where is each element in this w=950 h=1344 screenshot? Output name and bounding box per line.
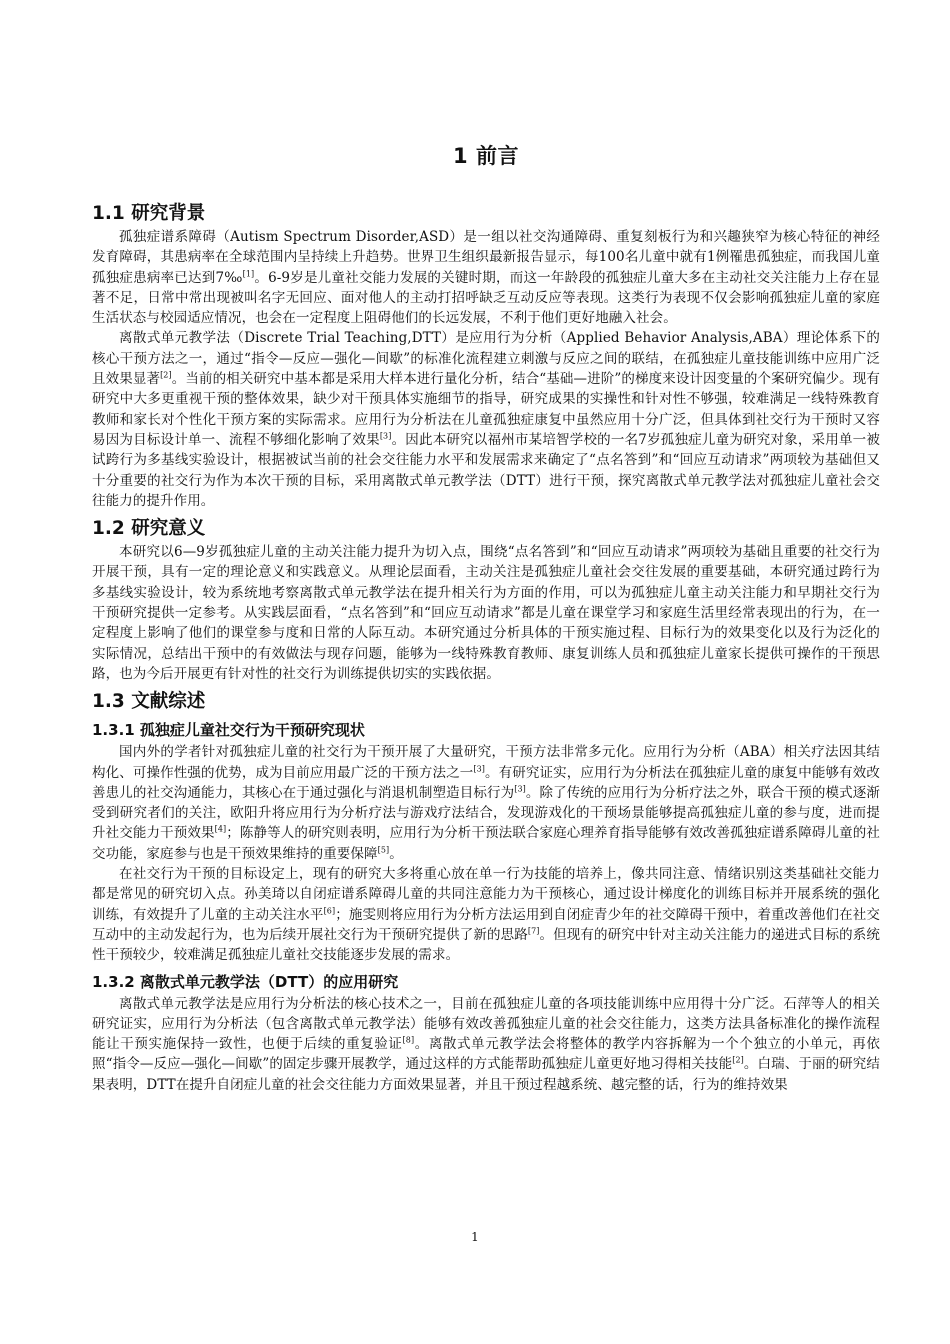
subsection-heading-1-3-1: 1.3.1 孤独症儿童社交行为干预研究现状 xyxy=(92,721,365,740)
text-run: 。除了传统的应用行为分析疗法之外，联合干预的模式逐渐受到研究者们的关注，欧阳升将应用行为分析疗法与游戏疗法结合，发现游戏化的干预场景能够提高孤独症儿童的参与度，进而提升社交能力干预效果 xyxy=(92,784,880,842)
citation: [6] xyxy=(323,906,336,916)
paragraph xyxy=(92,328,880,511)
text-run: 。有研究证实，应用行为分析法在孤独症儿童的康复中能够有效改善患儿的社交沟通能力，其核心在于通过强化与消退机制塑造目标行为 xyxy=(92,764,880,801)
page-number: 1 xyxy=(471,1230,479,1244)
citation: [3] xyxy=(473,764,485,774)
text-run: 离散式单元教学法是应用行为分析法的核心技术之一，目前在孤独症儿童的各项技能训练中应用得十分广泛。石萍等人的相关研究证实，应用行为分析法（包含离散式单元教学法）能够有效改善孤独症儿童的社会交往能力，这类方法具备标准化的操作流程能让干预实施保持一致性，也便于后续的重复验证 xyxy=(92,995,880,1053)
paragraph xyxy=(92,542,880,684)
citation: [7] xyxy=(527,926,540,936)
text-run: 。6-9岁是儿童社交能力发展的关键时期，而这一年龄段的孤独症儿童大多在主动社交关注能力上存在显著不足，日常中常出现被叫名字无回应、面对他人的主动打招呼缺乏互动反应等表现。这类行为表现不仅会影响孤独症儿童的家庭生活状态与校园适应情况，也会在一定程度上阻碍他们的长远发展，不利于他们更好地融入社会。 xyxy=(92,269,880,327)
citation: [2] xyxy=(160,370,172,380)
subsection-heading-1-3-2: 1.3.2 离散式单元教学法（DTT）的应用研究 xyxy=(92,972,399,991)
paragraph xyxy=(92,227,880,328)
citation: [3] xyxy=(379,431,392,441)
section-heading-1-3: 1.3 文献综述 xyxy=(92,691,206,713)
chapter-title: 1 前言 xyxy=(453,144,519,168)
citation: [4] xyxy=(214,824,227,834)
text-run: 。当前的相关研究中基本都是采用大样本进行量化分析，结合“基础—进阶”的梯度来设计因变量的个案研究偏少。现有研究中大多更重视干预的整体效果，缺少对干预具体实施细节的指导，研究成果的实操性和针对性不够强，较难满足一线特殊教育教师和家长对个性化干预方案的实际需求。应用行为分析法在儿童孤独症康复中虽然应用十分广泛，但具体到社交行为干预时又容易因为目标设计单一、流程不够细化影响了效果 xyxy=(92,371,881,448)
text-run: 国内外的学者针对孤独症儿童的社交行为干预开展了大量研究，干预方法非常多元化。应用行为分析（ABA）相关疗法因其结构化、可操作性强的优势，成为目前应用最广泛的干预方法之一 xyxy=(92,744,880,781)
text-run: 在社交行为干预的目标设定上，现有的研究大多将重心放在单一行为技能的培养上，像共同注意、情绪识别这类基础社交能力都是常见的研究切入点。孙美琦以自闭症谱系障碍儿童的共同注意能力为干预核心，通过设计梯度化的训练目标并开展系统的强化训练，有效提升了儿童的主动关注水平 xyxy=(92,866,880,923)
citation: [3] xyxy=(514,784,526,794)
text-run: 。但现有的研究中针对主动关注能力的递进式目标的系统性干预较少，较难满足孤独症儿童社交技能逐步发展的需求。 xyxy=(92,926,881,964)
paragraph xyxy=(92,742,880,864)
citation: [1] xyxy=(242,269,255,279)
citation: [5] xyxy=(377,845,390,855)
text-run: 离散式单元教学法（Discrete Trial Teaching,DTT）是应用行为分析（Applied Behavior Analysis,ABA）理论体系下的核心干预方法之一，通过“指令—反应—强化—间歇”的标准化流程建立刺激与反应之间的联结，在孤独症儿童技能训练中应用广泛且效果显著 xyxy=(92,330,880,388)
text-run: ；施雯则将应用行为分析方法运用到自闭症青少年的社交障碍干预中，着重改善他们在社交互动中的主动发起行为，也为后续开展社交行为干预研究提供了新的思路 xyxy=(92,906,881,943)
citation: [2] xyxy=(732,1055,744,1065)
text-run: 。白瑞、于丽的研究结果表明，DTT在提升自闭症儿童的社会交往能力方面效果显著，并且干预过程越系统、越完整的话，行为的维持效果 xyxy=(92,1056,881,1093)
text-run: 。因此本研究以福州市某培智学校的一名7岁孤独症儿童为研究对象，采用单一被试跨行为多基线实验设计，根据被试当前的社会交往能力水平和发展需求来确定了“点名答到”和“回应互动请求”两项较为基础但又十分重要的社交行为作为本次干预的目标，采用离散式单元教学法（DTT）进行干预，探究离散式单元教学法对孤独症儿童社会交往能力的提升作用。 xyxy=(92,431,880,509)
paragraph xyxy=(92,994,880,1095)
text-run: 。离散式单元教学法会将整体的教学内容拆解为一个个独立的小单元，再依照“指令—反应—强化—间歇”的固定步骤开展教学，通过这样的方式能帮助孤独症儿童更好地习得相关技能 xyxy=(92,1036,880,1073)
citation: [8] xyxy=(402,1035,415,1045)
page-content xyxy=(92,140,880,1095)
section-heading-1-2: 1.2 研究意义 xyxy=(92,518,206,540)
section-heading-1-1: 1.1 研究背景 xyxy=(92,203,206,224)
text-run: 孤独症谱系障碍（Autism Spectrum Disorder,ASD）是一组以社交沟通障碍、重复刻板行为和兴趣狭窄为核心特征的神经发育障碍，其患病率在全球范围内呈持续上升趋势。世界卫生组织最新报告显示，每100名儿童中就有1例罹患孤独症，而我国儿童孤独症患病率已达到7‰ xyxy=(92,229,880,286)
text-run: 。 xyxy=(389,845,403,862)
text-run: 本研究以6—9岁孤独症儿童的主动关注能力提升为切入点，围绕“点名答到”和“回应互动请求”两项较为基础且重要的社交行为开展干预，具有一定的理论意义和实践意义。从理论层面看，主动关注是孤独症儿童社会交往发展的重要基础，本研究通过跨行为多基线实验设计，较为系统地考察离散式单元教学法在提升相关行为方面的作用，可以为孤独症儿童主动关注能力和早期社交行为干预研究提供一定参考。从实践层面看，“点名答到”和“回应互动请求”都是儿童在课堂学习和家庭生活里经常表现出的行为，在一定程度上影响了他们的课堂参与度和日常的人际互动。本研究通过分析具体的干预实施过程、目标行为的效果变化以及行为泛化的实际情况，总结出干预中的有效做法与现存问题，能够为一线特殊教育教师、康复训练人员和孤独症儿童家长提供可操作的干预思路，也为今后开展更有针对性的社交行为训练提供切实的实践依据。 xyxy=(92,544,880,682)
text-run: ；陈静等人的研究则表明，应用行为分析干预法联合家庭心理养育指导能够有效改善孤独症谱系障碍儿童的社交功能，家庭参与也是干预效果维持的重要保障 xyxy=(92,825,880,862)
paragraph xyxy=(92,864,880,965)
